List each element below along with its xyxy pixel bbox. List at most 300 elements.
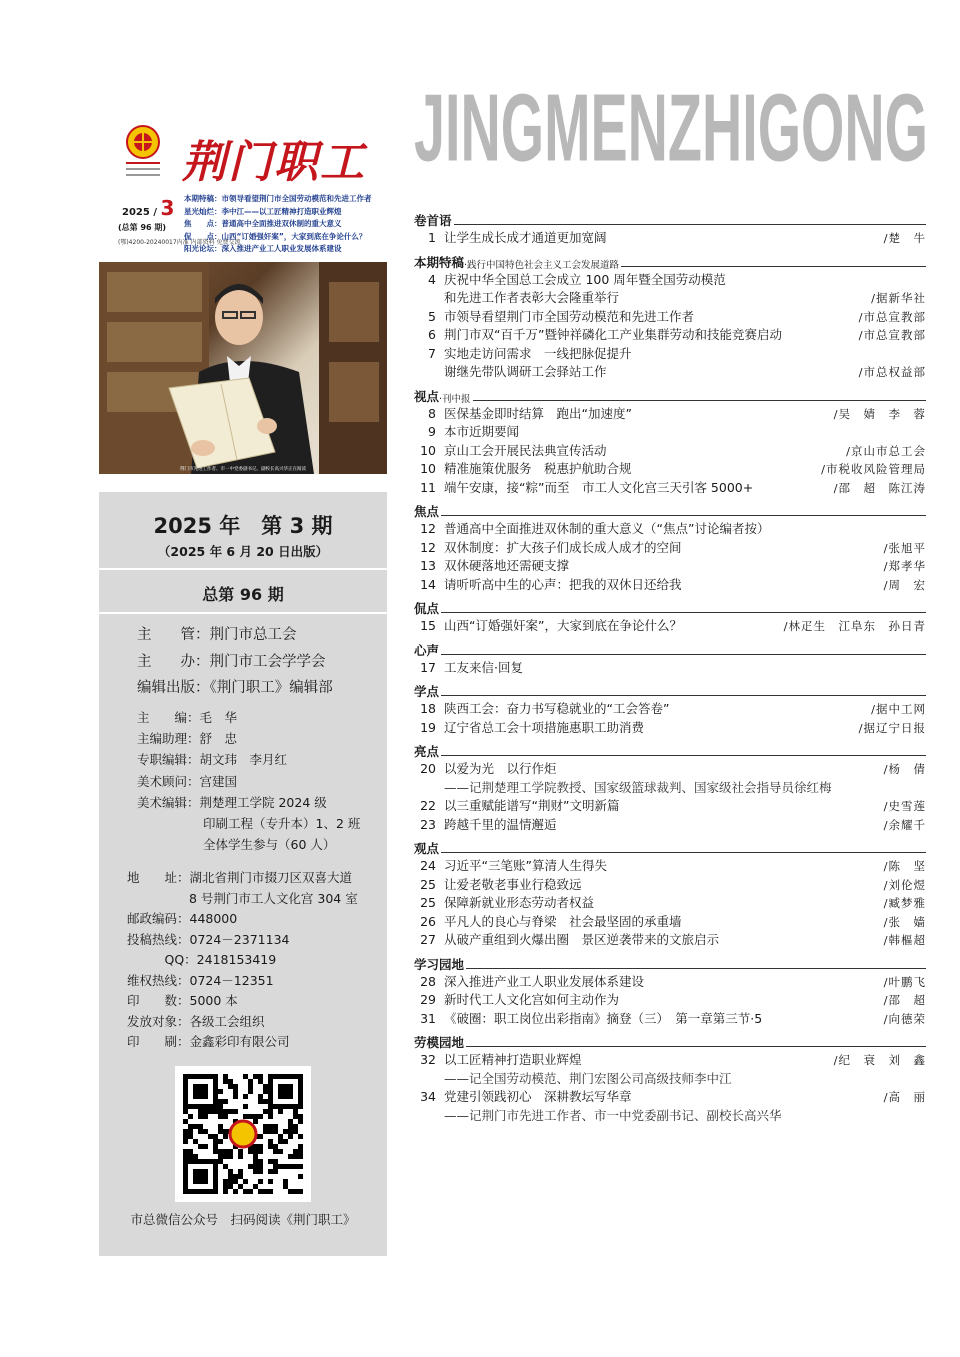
qr-module [188, 1134, 193, 1139]
qr-module [278, 1109, 283, 1114]
qr-module [213, 1149, 218, 1154]
toc-entry-title: 山西“订婚强奸案”，大家到底在争论什么？ [444, 618, 682, 633]
qr-module [258, 1099, 263, 1104]
toc-entry[interactable] [414, 1088, 926, 1107]
toc-page-number: 26 [420, 913, 436, 929]
toc-entry[interactable] [414, 700, 926, 719]
staff-line: 美术编辑：荆楚理工学院 2024 级 [137, 794, 327, 810]
toc-entry-author: /市总权益部 [858, 365, 926, 379]
toc-section-subtitle: ·刊中报 [439, 393, 471, 405]
qr-module [223, 1184, 228, 1189]
teaser-line[interactable] [184, 231, 384, 244]
qr-module [293, 1154, 298, 1159]
toc-page-number: 17 [420, 659, 436, 675]
toc-section-heading [414, 389, 926, 405]
toc-section-title: 心声 [414, 642, 440, 658]
toc-section-heading [414, 744, 926, 760]
qr-module [273, 1124, 278, 1129]
qr-module [258, 1079, 263, 1084]
toc-entry[interactable] [414, 719, 926, 738]
qr-module [288, 1129, 293, 1134]
qr-module [223, 1099, 228, 1104]
issue-number: 2025 / 3 [122, 196, 175, 220]
qr-module [188, 1124, 193, 1129]
toc-entry[interactable] [414, 857, 926, 876]
toc-entry[interactable] [414, 363, 926, 382]
contact-line: 维权热线：0724－12351 [127, 972, 274, 988]
toc-entry[interactable] [414, 289, 926, 308]
issue-date-line: （2025 年 6 月 20 日出版） [157, 544, 329, 559]
qr-module [248, 1189, 253, 1194]
toc-page-number: 22 [420, 798, 436, 813]
teaser-text: 市领导看望荆门市全国劳动模范和先进工作者 [221, 194, 372, 203]
qr-module [298, 1134, 303, 1139]
qr-module [293, 1129, 298, 1134]
qr-module [183, 1119, 188, 1124]
qr-module [223, 1149, 228, 1154]
qr-module [183, 1139, 188, 1144]
toc-section-title: 观点 [414, 841, 440, 856]
qr-module [273, 1149, 278, 1154]
toc-page-number: 27 [420, 932, 436, 947]
toc-entry[interactable] [414, 816, 926, 835]
toc-page-number: 10 [420, 442, 436, 458]
brand-title: 荆门职工 [182, 137, 366, 188]
qr-module [243, 1114, 248, 1119]
qr-module [248, 1079, 253, 1084]
qr-module [293, 1189, 298, 1194]
toc-entry[interactable] [414, 913, 926, 932]
toc-page-number: 18 [420, 701, 436, 716]
qr-module [273, 1164, 278, 1169]
qr-module [248, 1114, 253, 1119]
teaser-line[interactable] [184, 218, 384, 231]
qr-module [298, 1164, 303, 1169]
toc-entry-title: 党建引领践初心 深耕教坛写华章 [444, 1089, 632, 1104]
qr-module [268, 1144, 273, 1149]
toc-entry-title: ——记荆楚理工学院教授、国家级篮球裁判、国家级社会指导员徐红梅 [444, 779, 832, 795]
staff-line: 全体学生参与（60 人） [203, 837, 336, 853]
toc-page-number: 10 [420, 461, 436, 476]
qr-module [198, 1129, 203, 1134]
toc-entry-author: /吴 婧 李 蓉 [833, 406, 926, 421]
toc-entry[interactable] [414, 797, 926, 816]
toc-section-rule [441, 654, 926, 655]
toc-entry-title: 荆门市双“百千万”暨钟祥磷化工产业集群劳动和技能竞赛启动 [444, 327, 782, 342]
qr-module [218, 1124, 223, 1129]
qr-module [248, 1149, 253, 1154]
qr-module [283, 1184, 288, 1189]
qr-module [238, 1169, 243, 1174]
toc-entry-title: ——记荆门市先进工作者、市一中党委副书记、副校长高兴华 [444, 1107, 782, 1123]
toc-entry-title: 以三重赋能谱写“荆财”文明新篇 [444, 798, 620, 813]
qr-module [183, 1149, 188, 1154]
qr-module [198, 1114, 203, 1119]
toc-section-title: 侃点 [414, 601, 440, 616]
toc-entry[interactable] [414, 894, 926, 913]
qr-module [218, 1109, 223, 1114]
toc-entry[interactable] [414, 308, 926, 327]
qr-module [268, 1159, 273, 1164]
teaser-text: 李中江——以工匠精神打造职业辉煌 [221, 206, 342, 216]
toc-section-rule [441, 852, 926, 853]
qr-module [223, 1179, 228, 1184]
qr-module [233, 1084, 238, 1089]
qr-module [268, 1139, 273, 1144]
qr-module [298, 1174, 303, 1179]
toc-entry[interactable] [414, 539, 926, 558]
toc-entry[interactable] [414, 1070, 926, 1089]
qr-module [218, 1089, 223, 1094]
toc-page-number: 4 [428, 271, 436, 287]
toc-section-rule [454, 224, 926, 225]
toc-entry[interactable] [414, 659, 926, 678]
union-emblem-icon [118, 120, 168, 198]
toc-entry-title: 平凡人的良心与脊梁 社会最坚固的承重墙 [444, 913, 682, 929]
qr-module [278, 1134, 283, 1139]
contact-line: 8 号荆门市工人文化宫 304 室 [189, 890, 358, 906]
qr-module [298, 1114, 303, 1119]
qr-module [258, 1159, 263, 1164]
toc-section-heading [414, 213, 926, 229]
toc-entry-title: 陕西工会：奋力书写稳就业的“工会答卷” [444, 701, 670, 716]
toc-section-title: 视点 [414, 388, 440, 404]
toc-section-subtitle: ·践行中国特色社会主义工会发展道路 [464, 259, 620, 271]
toc-page-number: 12 [420, 539, 436, 555]
qr-module [228, 1169, 233, 1174]
publisher-info [137, 622, 333, 702]
qr-module [243, 1104, 248, 1109]
toc-entry[interactable] [414, 271, 926, 290]
qr-module [228, 1109, 233, 1114]
toc-section-title: 本期特稿 [414, 254, 465, 270]
toc-entry[interactable] [414, 1107, 926, 1126]
qr-module [293, 1164, 298, 1169]
toc-section-rule [473, 400, 926, 401]
qr-module [293, 1109, 298, 1114]
toc-page-number: 34 [420, 1089, 436, 1104]
qr-module [278, 1164, 283, 1169]
toc-entry[interactable] [414, 1051, 926, 1070]
qr-module [228, 1174, 233, 1179]
toc-entry[interactable] [414, 479, 926, 498]
cover-photo [99, 262, 387, 474]
toc-entry-title: 以爱为光 以行作炬 [444, 761, 557, 776]
qr-module [258, 1179, 263, 1184]
contact-line: 印 刷：金鑫彩印有限公司 [127, 1034, 290, 1049]
qr-module [273, 1159, 278, 1164]
toc-entry-title: 庆祝中华全国总工会成立 100 周年暨全国劳动模范 [444, 271, 726, 287]
toc-entry-author: /陈 坚 [883, 859, 926, 873]
qr-module [288, 1164, 293, 1169]
toc-entry-title: 以工匠精神打造职业辉煌 [444, 1052, 582, 1067]
qr-module [258, 1144, 263, 1149]
qr-module [218, 1154, 223, 1159]
contact-line: 发放对象：各级工会组织 [127, 1013, 265, 1029]
teaser-line[interactable] [184, 193, 384, 206]
contact-info [127, 868, 358, 1053]
toc-entry-author: /楚 牛 [883, 231, 926, 245]
toc-page-number: 31 [420, 1010, 436, 1026]
toc-entry[interactable] [414, 760, 926, 779]
qr-module [183, 1134, 188, 1139]
qr-module [203, 1144, 208, 1149]
qr-module [258, 1134, 263, 1139]
qr-module [243, 1094, 248, 1099]
toc-entry-title: 普通高中全面推进双休制的重大意义（“焦点”讨论编者按） [444, 521, 770, 536]
qr-module [288, 1134, 293, 1139]
qr-module [188, 1114, 193, 1119]
toc-entry-title: 医保基金即时结算 跑出“加速度” [444, 405, 632, 421]
qr-module [253, 1149, 258, 1154]
toc-entry-author: /臧梦雅 [883, 896, 926, 910]
qr-module [253, 1154, 258, 1159]
toc-entry-title: 深入推进产业工人职业发展体系建设 [444, 973, 645, 989]
qr-module [263, 1099, 268, 1104]
qr-module [223, 1134, 228, 1139]
qr-module [183, 1109, 188, 1114]
toc-entry-author: /余耀千 [883, 817, 926, 832]
staff-line: 专职编辑：胡文玮 李月红 [137, 752, 288, 768]
qr-module [218, 1159, 223, 1164]
qr-module [288, 1119, 293, 1124]
qr-module [218, 1129, 223, 1134]
toc-entry-author: /市总宣教部 [858, 328, 926, 342]
qr-module [248, 1164, 253, 1169]
qr-module [298, 1189, 303, 1194]
toc-entry-author: /据辽宁日报 [858, 720, 926, 735]
toc-entry[interactable] [414, 617, 926, 636]
toc-entry[interactable] [414, 973, 926, 992]
toc-page-number: 15 [420, 618, 436, 633]
toc-section-heading [414, 643, 926, 659]
contact-line: 印 数：5000 本 [127, 993, 238, 1008]
qr-module [198, 1124, 203, 1129]
qr-module [268, 1169, 273, 1174]
panel-divider [99, 612, 387, 614]
qr-module [213, 1134, 218, 1139]
qr-module [298, 1154, 303, 1159]
qr-finder [193, 1169, 208, 1184]
toc-section-rule [441, 755, 926, 756]
qr-module [283, 1164, 288, 1169]
qr-module [243, 1074, 248, 1079]
toc-entry[interactable] [414, 326, 926, 345]
toc-entry[interactable] [414, 460, 926, 479]
toc-entry[interactable] [414, 779, 926, 798]
publisher-line: 主 办：荆门市工会学学会 [137, 653, 326, 670]
toc-page-number: 20 [420, 761, 436, 776]
qr-module [263, 1084, 268, 1089]
toc-entry[interactable] [414, 345, 926, 364]
qr-module [198, 1109, 203, 1114]
toc-page-number: 14 [420, 576, 436, 592]
qr-module [228, 1149, 233, 1154]
qr-module [243, 1189, 248, 1194]
toc-entry[interactable] [414, 931, 926, 950]
toc-section-title: 亮点 [414, 744, 440, 759]
toc-page-number: 13 [420, 558, 436, 573]
qr-module [203, 1109, 208, 1114]
qr-module [228, 1184, 233, 1189]
issue-year-line: 2025 年 第 3 期 [153, 514, 333, 538]
qr-center-logo-icon [230, 1121, 256, 1147]
toc-entry-author: /向德荣 [883, 1011, 926, 1026]
qr-module [218, 1114, 223, 1119]
qr-module [293, 1124, 298, 1129]
qr-module [243, 1179, 248, 1184]
teaser-text: 深入推进产业工人职业发展体系建设 [221, 244, 342, 253]
qr-module [298, 1144, 303, 1149]
qr-module [258, 1094, 263, 1099]
colophon-panel [99, 492, 387, 1256]
qr-module [223, 1074, 228, 1079]
toc-entry[interactable] [414, 557, 926, 576]
qr-module [223, 1079, 228, 1084]
qr-module [268, 1109, 273, 1114]
toc-section-rule [441, 515, 926, 516]
toc-entry[interactable] [414, 876, 926, 895]
toc-entry-title: 新时代工人文化宫如何主动作为 [444, 992, 620, 1007]
qr-module [298, 1119, 303, 1124]
toc-entry-author: /市总宣教部 [858, 309, 926, 324]
toc-page-number: 1 [428, 230, 436, 245]
qr-module [213, 1139, 218, 1144]
qr-module [273, 1129, 278, 1134]
contact-line: 地 址：湖北省荆门市掇刀区双喜大道 [127, 870, 353, 885]
toc-page-number: 5 [428, 308, 436, 324]
teaser-line[interactable] [184, 243, 384, 256]
qr-module [268, 1114, 273, 1119]
staff-line: 美术顾问：宫建国 [137, 773, 238, 789]
toc-entry[interactable] [414, 1010, 926, 1029]
qr-module [238, 1174, 243, 1179]
qr-module [258, 1114, 263, 1119]
toc-section-heading [414, 255, 926, 271]
toc-entry-title: 双休硬落地还需硬支撑 [444, 558, 570, 573]
qr-module [208, 1109, 213, 1114]
toc-section-title: 卷首语 [414, 213, 452, 228]
toc-entry[interactable] [414, 423, 926, 442]
qr-module [253, 1184, 258, 1189]
publisher-line: 主 管：荆门市总工会 [137, 627, 297, 643]
qr-module [263, 1089, 268, 1094]
toc-page-number: 11 [420, 479, 436, 495]
qr-module [213, 1144, 218, 1149]
qr-module [188, 1129, 193, 1134]
photo-caption: 荆门市先进工作者、市一中党委副书记、副校长高兴华正在阅读 [180, 467, 306, 472]
toc-entry-title: 辽宁省总工会十项措施惠职工助消费 [444, 719, 645, 735]
toc-section-title: 劳模园地 [414, 1035, 465, 1050]
toc-section-heading [414, 684, 926, 700]
teaser-key: 阳光论坛： [184, 244, 222, 253]
qr-module [253, 1144, 258, 1149]
qr-module [223, 1114, 228, 1119]
toc-entry-author: /郑孝华 [883, 559, 926, 573]
qr-module [263, 1109, 268, 1114]
toc-entry[interactable] [414, 991, 926, 1010]
qr-module [233, 1174, 238, 1179]
toc-section-title: 焦点 [414, 504, 440, 519]
qr-module [223, 1154, 228, 1159]
total-issue-line: 总第 96 期 [202, 585, 284, 604]
toc-entry[interactable] [414, 405, 926, 424]
teaser-key: 焦 点： [184, 219, 222, 228]
toc-section-rule [466, 968, 926, 969]
qr-module [253, 1169, 258, 1174]
qr-module [203, 1129, 208, 1134]
toc-entry[interactable] [414, 229, 926, 248]
toc-section-heading [414, 841, 926, 857]
editorial-staff [137, 707, 360, 855]
qr-module [223, 1109, 228, 1114]
contact-line: 邮政编码：448000 [127, 911, 238, 926]
qr-code-icon[interactable] [175, 1066, 311, 1202]
toc-entry[interactable] [414, 442, 926, 461]
qr-module [188, 1154, 193, 1159]
qr-module [258, 1149, 263, 1154]
qr-module [213, 1109, 218, 1114]
teaser-text: 山西“订婚强奸案”，大家到底在争论什么？ [221, 231, 367, 241]
qr-module [203, 1114, 208, 1119]
qr-module [233, 1094, 238, 1099]
qr-module [268, 1179, 273, 1184]
toc-section-heading [414, 957, 926, 973]
toc-entry-author: /周 宏 [883, 577, 926, 592]
qr-module [253, 1114, 258, 1119]
qr-module [233, 1109, 238, 1114]
staff-line: 主编助理：舒 忠 [137, 731, 238, 747]
qr-module [218, 1139, 223, 1144]
qr-module [293, 1149, 298, 1154]
toc-section-heading [414, 504, 926, 520]
qr-module [278, 1139, 283, 1144]
contact-line: 投稿热线：0724－2371134 [127, 931, 290, 947]
qr-module [248, 1089, 253, 1094]
qr-module [263, 1189, 268, 1194]
qr-module [278, 1149, 283, 1154]
toc-entry-author: /史雪莲 [883, 799, 926, 813]
cover-teasers [184, 193, 384, 256]
toc-entry-title: 和先进工作者表彰大会隆重举行 [444, 290, 620, 305]
teaser-line[interactable] [184, 206, 384, 219]
toc-page-number: 28 [420, 973, 436, 989]
qr-module [263, 1124, 268, 1129]
toc-entry-title: 端午安康，接“粽”而至 市工人文化宫三天引客 5000+ [444, 479, 754, 495]
issue-extra: (鄂)4200-20240017内准 内部资料 免费交流 [118, 239, 241, 246]
toc-section-rule [466, 1046, 926, 1047]
qr-module [248, 1084, 253, 1089]
qr-module [253, 1164, 258, 1169]
toc-section-heading [414, 601, 926, 617]
toc-entry-author: /叶鹏飞 [883, 974, 926, 989]
toc-entry-title: 谢继先带队调研工会驿站工作 [444, 364, 607, 379]
toc-entry[interactable] [414, 520, 926, 539]
toc-entry-author: /林疋生 江阜东 孙日青 [783, 619, 926, 633]
toc-entry-author: /张旭平 [883, 540, 926, 555]
toc-entry[interactable] [414, 576, 926, 595]
qr-module [223, 1189, 228, 1194]
qr-module [273, 1144, 278, 1149]
toc-page-number: 6 [428, 327, 436, 342]
qr-module [298, 1149, 303, 1154]
publisher-line: 编辑出版：《荆门职工》编辑部 [137, 680, 333, 696]
qr-module [268, 1189, 273, 1194]
qr-module [228, 1084, 233, 1089]
qr-module [293, 1114, 298, 1119]
toc-entry-title: 让学生成长成才通道更加宽阔 [444, 230, 607, 245]
toc-entry-title: 工友来信·回复 [444, 659, 523, 675]
